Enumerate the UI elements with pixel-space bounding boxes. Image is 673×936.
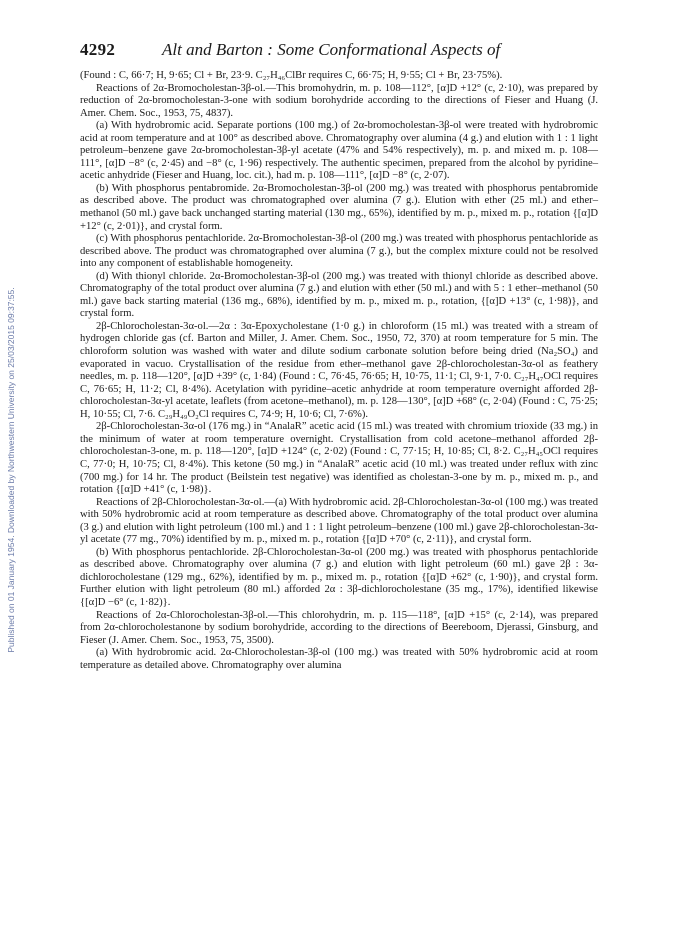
paragraph: (b) With phosphorus pentachloride. 2β-Chlorocholestan-3α-ol (200 mg.) was treated with phosphorus pentachloride as described above. Chromatography over alumina (7 g.) and elution with light petroleum (60 ml.) gave 2β : 3α-dichlorocholestane (129 mg., 62%), identified by m. p., mixed m. p., rotation {[α]D +62° (c, 1·90)}, and crystal form. Further elution with light petroleum (80 ml.) afforded 2α : 3β-dichlorocholestane (35 mg., 17%), identified likewise {[α]D −6° (c, 1·82)}. <box>80 546 598 608</box>
paragraph: (c) With phosphorus pentachloride. 2α-Bromocholestan-3β-ol (200 mg.) was treated with phosphorus pentachloride as described above. The product was chromatographed over alumina (7 g.), but the complex mixture could not be resolved into any component of establishable homogeneity. <box>80 233 598 270</box>
download-notice <box>6 150 20 790</box>
article-body <box>80 70 598 672</box>
running-title: Alt and Barton : Some Conformational Aspects of <box>162 40 501 59</box>
paragraph: Reactions of 2β-Chlorocholestan-3α-ol.—(a) With hydrobromic acid. 2β-Chlorocholestan-3α-ol (100 mg.) was treated with 50% hydrobromic acid at room temperature as described above. Chromatography of the total product over alumina (3 g.) and elution with light petroleum (100 ml.) and 1 : 1 light petroleum–benzene (100 ml.) gave 2β-chlorocholestan-3α-yl acetate (77 mg., 70%) identified by m. p., mixed m. p., rotation {[α]D +70° (c, 2·11)}, and crystal form. <box>80 496 598 546</box>
page-number: 4292 <box>80 40 116 59</box>
paragraph: Reactions of 2α-Bromocholestan-3β-ol.—This bromohydrin, m. p. 108—112°, [α]D +12° (c, 2·10), was prepared by reduction of 2α-bromocholestan-3-one with sodium borohydride according to the directions of Fieser and Huang (J. Amer. Chem. Soc., 1953, 75, 4837). <box>80 82 598 119</box>
page-header <box>80 40 600 64</box>
paragraph: (b) With phosphorus pentabromide. 2α-Bromocholestan-3β-ol (200 mg.) was treated with phosphorus pentabromide as described above. The product was chromatographed over alumina (7 g.). Elution with ether (25 ml.) and ether–methanol (50 ml.) gave back unchanged starting material (130 mg., 65%), identified by m. p., mixed m. p., rotation {[α]D +12° (c, 2·01)}, and crystal form. <box>80 182 598 232</box>
download-notice-text: Published on 01 January 1954. Downloaded by Northwestern University on 25/03/2015 09:37:55. <box>6 287 16 653</box>
paragraph: (a) With hydrobromic acid. 2α-Chlorocholestan-3β-ol (100 mg.) was treated with 50% hydrobromic acid at room temperature as detailed above. Chromatography over alumina <box>80 647 598 671</box>
paragraph: (Found : C, 66·7; H, 9·65; Cl + Br, 23·9. C₂₇H₄₆ClBr requires C, 66·75; H, 9·55; Cl + Br, 23·75%). <box>80 70 503 81</box>
paragraph: (d) With thionyl chloride. 2α-Bromocholestan-3β-ol (200 mg.) was treated with thionyl chloride as described above. Chromatography of the total product over alumina (7 g.) and elution with ether (50 ml.) and with 5 : 1 ether–methanol (50 ml.) gave back starting material (136 mg., 68%), identified by m. p., mixed m. p., rotation, {[α]D +13° (c, 1·98)}, and crystal form. <box>80 270 598 320</box>
paragraph: Reactions of 2α-Chlorocholestan-3β-ol.—This chlorohydrin, m. p. 115—118°, [α]D +15° (c, 2·14), was prepared from 2α-chlorocholestanone by sodium borohydride, according to the directions of Beereboom, Djerassi, Ginsburg, and Fieser (J. Amer. Chem. Soc., 1953, 75, 3500). <box>80 609 598 646</box>
paragraph: 2β-Chlorocholestan-3α-ol.—2α : 3α-Epoxycholestane (1·0 g.) in chloroform (15 ml.) was treated with a stream of hydrogen chloride gas (cf. Barton and Miller, J. Amer. Chem. Soc., 1950, 72, 370) at room temperature for 5 min. The chloroform solution was washed with water and dilute sodium carbonate solution before being dried (Na₂SO₄) and evaporated in vacuo. Crystallisation of the residue from ether–methanol gave 2β-chlorocholestan-3α-ol as feathery needles, m. p. 118—120°, [α]D +39° (c, 1·84) (Found : C, 76·45, 76·65; H, 10·75, 11·1; Cl, 9·1, 7·0. C₂₇H₄₇OCl requires C, 76·65; H, 11·2; Cl, 8·4%). Acetylation with pyridine–acetic anhydride at room temperature overnight afforded 2β-chlorocholestan-3α-yl acetate, leaflets (from acetone–methanol), m. p. 128—130°, [α]D +68° (c, 2·04) (Found : C, 75·25; H, 10·55; Cl, 7·6. C₂₉H₄₉O₂Cl requires C, 74·9; H, 10·6; Cl, 7·6%). <box>80 320 598 420</box>
paragraph: 2β-Chlorocholestan-3α-ol (176 mg.) in “AnalaR” acetic acid (15 ml.) was treated with chromium trioxide (33 mg.) in the minimum of water at room temperature overnight. Crystallisation from cold acetone–methanol afforded 2β-chlorocholestan-3-one, m. p. 118—120°, [α]D +124° (c, 2·02) (Found : C, 77·15; H, 10·85; Cl, 8·2. C₂₇H₄₅OCl requires C, 77·0; H, 10·75; Cl, 8·4%). This ketone (50 mg.) in “AnalaR” acetic acid (10 ml.) was treated under reflux with zinc (700 mg.) for 14 hr. The product (Beilstein test negative) was identified as cholestan-3-one by m. p., mixed m. p., and rotation {[α]D +41° (c, 1·98)}. <box>80 421 598 496</box>
paragraph: (a) With hydrobromic acid. Separate portions (100 mg.) of 2α-bromocholestan-3β-ol were treated with hydrobromic acid at room temperature and at 100° as described above. Chromatography over alumina (4 g.) and elution with 1 : 1 light petroleum–benzene gave 2α-bromocholestan-3β-yl acetate (47% and 54% respectively), m. p. and mixed m. p. 108—111°, [α]D −8° (c, 2·45) and −8° (c, 1·96) respectively. The authentic specimen, prepared from the alcohol by pyridine–acetic anhydride (Fieser and Huang, loc. cit.), had m. p. 108—111°, [α]D −8° (c, 2·07). <box>80 120 598 182</box>
